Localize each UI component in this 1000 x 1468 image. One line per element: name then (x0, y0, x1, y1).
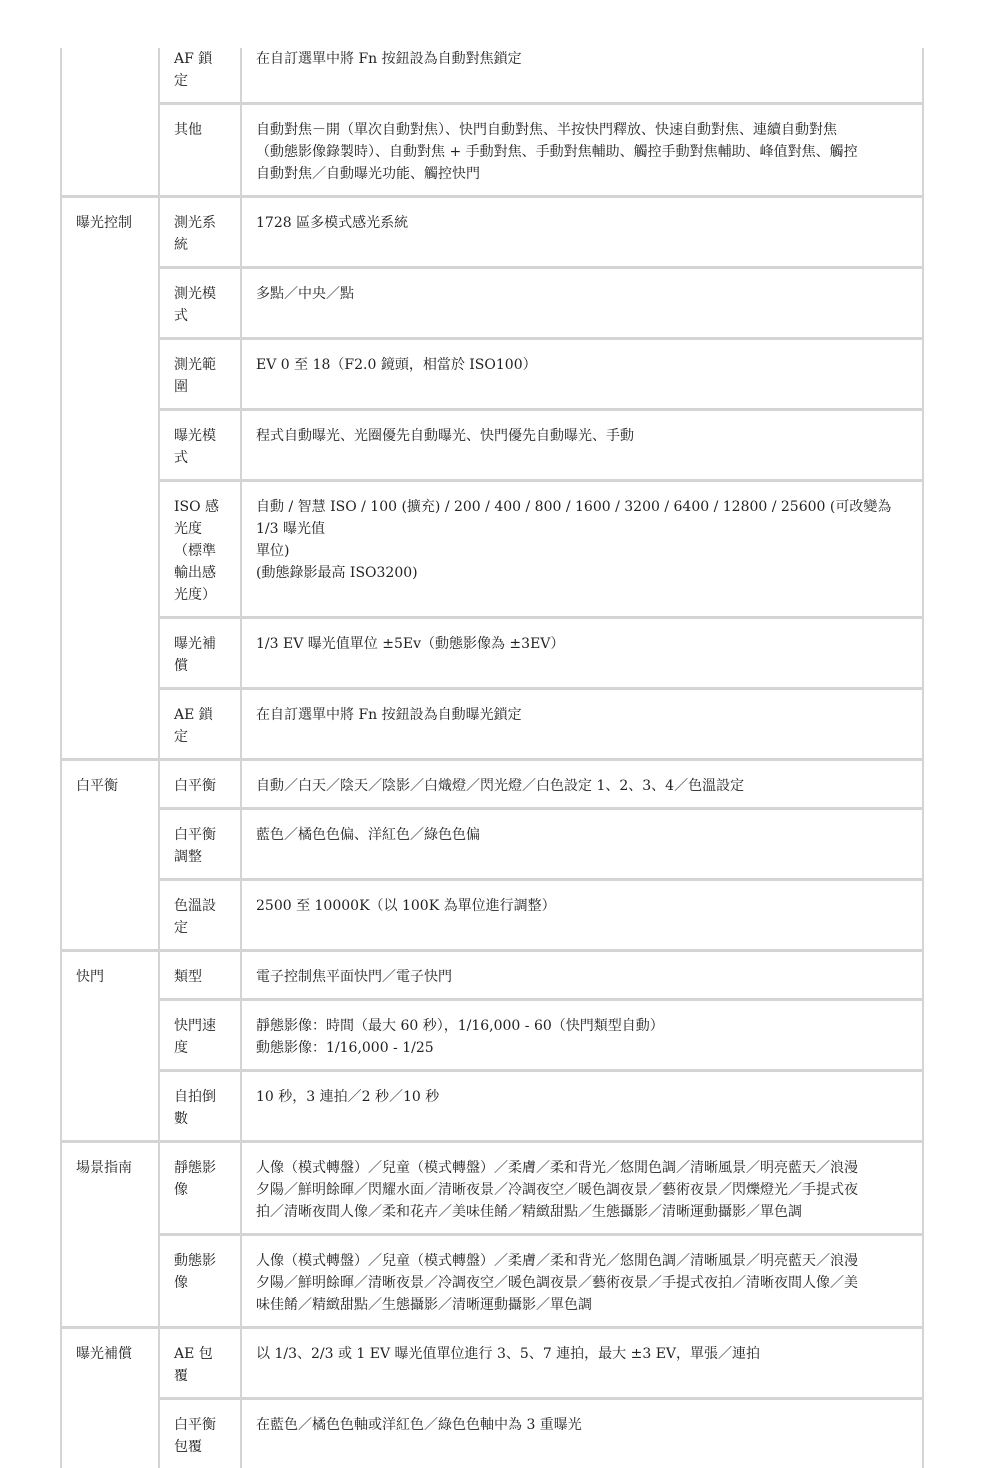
spec-value-line: 自動／白天／陰天／陰影／白熾燈／閃光燈／白色設定 1、2、3、4／色溫設定 (256, 775, 908, 797)
spec-label: 測光範圍 (159, 339, 241, 410)
spec-label: 類型 (159, 951, 241, 1000)
spec-label: 白平衡包覆 (159, 1399, 241, 1468)
spec-value-line: 夕陽／鮮明餘暉／閃耀水面／清晰夜景／冷調夜空／暖色調夜景／藝術夜景／閃爍燈光／手提式夜 (256, 1179, 908, 1201)
spec-value-line: 拍／清晰夜間人像／柔和花卉／美味佳餚／精緻甜點／生態攝影／清晰運動攝影／單色調 (256, 1201, 908, 1223)
table-row (61, 1399, 923, 1468)
spec-label: 測光模式 (159, 268, 241, 339)
spec-value-line: 電子控制焦平面快門／電子快門 (256, 966, 908, 988)
spec-label: 其他 (159, 104, 241, 197)
spec-value (241, 618, 923, 689)
spec-value-line: 單位) (256, 540, 908, 562)
spec-label: 靜態影像 (159, 1142, 241, 1235)
spec-value-line: 以 1/3、2/3 或 1 EV 曝光值單位進行 3、5、7 連拍，最大 ±3 EV，單張／連拍 (256, 1343, 908, 1365)
table-row (61, 1071, 923, 1142)
spec-label: 快門速度 (159, 1000, 241, 1071)
spec-value-line: 夕陽／鮮明餘暉／清晰夜景／冷調夜空／暖色調夜景／藝術夜景／手提式夜拍／清晰夜間人像／美 (256, 1272, 908, 1294)
spec-label: AE 包覆 (159, 1328, 241, 1399)
spec-value (241, 760, 923, 809)
spec-value (241, 339, 923, 410)
table-row (61, 410, 923, 481)
table-row (61, 880, 923, 951)
spec-value-line: 在自訂選單中將 Fn 按鈕設為自動對焦鎖定 (256, 48, 908, 70)
spec-label: 測光系統 (159, 197, 241, 268)
spec-value-line: 1/3 EV 曝光值單位 ±5Ev（動態影像為 ±3EV） (256, 633, 908, 655)
spec-value (241, 1235, 923, 1328)
table-row (61, 1235, 923, 1328)
spec-value-line: 藍色／橘色色偏、洋紅色／綠色色偏 (256, 824, 908, 846)
spec-value (241, 268, 923, 339)
spec-value-line: 在自訂選單中將 Fn 按鈕設為自動曝光鎖定 (256, 704, 908, 726)
spec-label: 白平衡調整 (159, 809, 241, 880)
spec-value-line: 自動 / 智慧 ISO / 100 (擴充) / 200 / 400 / 800 / 1600 / 3200 / 6400 / 12800 / 25600 (可改變為 1/3 曝光值 (256, 496, 908, 540)
table-row (61, 809, 923, 880)
table-row (61, 104, 923, 197)
spec-value-line: 靜態影像：時間（最大 60 秒），1/16,000 - 60（快門類型自動） (256, 1015, 908, 1037)
spec-value (241, 809, 923, 880)
spec-label: 曝光補償 (159, 618, 241, 689)
table-row (61, 268, 923, 339)
table-row (61, 197, 923, 268)
spec-value (241, 481, 923, 618)
spec-value-line: (動態錄影最高 ISO3200) (256, 562, 908, 584)
spec-value-line: 動態影像：1/16,000 - 1/25 (256, 1037, 908, 1059)
spec-value-line: 在藍色／橘色色軸或洋紅色／綠色色軸中為 3 重曝光 (256, 1414, 908, 1436)
table-row (61, 760, 923, 809)
table-row (61, 618, 923, 689)
spec-value-line: 自動對焦－開（單次自動對焦）、快門自動對焦、半按快門釋放、快速自動對焦、連續自動對焦 (256, 119, 908, 141)
spec-value-line: （動態影像錄製時）、自動對焦 + 手動對焦、手動對焦輔助、觸控手動對焦輔助、峰值對焦、觸控 (256, 141, 908, 163)
category-cell (61, 48, 159, 197)
spec-value-line: 多點／中央／點 (256, 283, 908, 305)
spec-value (241, 1142, 923, 1235)
spec-label: 自拍倒數 (159, 1071, 241, 1142)
spec-value-line: 1728 區多模式感光系統 (256, 212, 908, 234)
table-row (61, 481, 923, 618)
spec-table (60, 48, 924, 1468)
spec-value-line: 10 秒，3 連拍／2 秒／10 秒 (256, 1086, 908, 1108)
spec-value-line: 味佳餚／精緻甜點／生態攝影／清晰運動攝影／單色調 (256, 1294, 908, 1316)
spec-value-line: 人像（模式轉盤）／兒童（模式轉盤）／柔膚／柔和背光／悠閒色調／清晰風景／明亮藍天／浪漫 (256, 1250, 908, 1272)
spec-label: 曝光模式 (159, 410, 241, 481)
spec-label: 色溫設定 (159, 880, 241, 951)
table-row (61, 951, 923, 1000)
category-cell: 曝光補償 (61, 1328, 159, 1468)
spec-value (241, 1000, 923, 1071)
spec-value (241, 1071, 923, 1142)
spec-value-line: 人像（模式轉盤）／兒童（模式轉盤）／柔膚／柔和背光／悠閒色調／清晰風景／明亮藍天／浪漫 (256, 1157, 908, 1179)
category-cell: 場景指南 (61, 1142, 159, 1328)
table-row (61, 339, 923, 410)
table-row (61, 1328, 923, 1399)
spec-value-line: 2500 至 10000K（以 100K 為單位進行調整） (256, 895, 908, 917)
category-cell: 白平衡 (61, 760, 159, 951)
category-cell: 快門 (61, 951, 159, 1142)
table-row (61, 48, 923, 104)
spec-value (241, 410, 923, 481)
spec-label: AF 鎖定 (159, 48, 241, 104)
spec-value-line: EV 0 至 18（F2.0 鏡頭，相當於 ISO100） (256, 354, 908, 376)
spec-value (241, 48, 923, 104)
spec-label: AE 鎖定 (159, 689, 241, 760)
spec-value (241, 951, 923, 1000)
spec-value (241, 197, 923, 268)
spec-value-line: 自動對焦／自動曝光功能、觸控快門 (256, 163, 908, 185)
spec-value (241, 880, 923, 951)
table-row (61, 1000, 923, 1071)
spec-value (241, 1328, 923, 1399)
spec-value (241, 1399, 923, 1468)
spec-value (241, 104, 923, 197)
table-row (61, 1142, 923, 1235)
spec-value (241, 689, 923, 760)
spec-value-line: 程式自動曝光、光圈優先自動曝光、快門優先自動曝光、手動 (256, 425, 908, 447)
spec-label: 白平衡 (159, 760, 241, 809)
category-cell: 曝光控制 (61, 197, 159, 760)
spec-label: ISO 感光度（標準輸出感光度） (159, 481, 241, 618)
table-row (61, 689, 923, 760)
spec-label: 動態影像 (159, 1235, 241, 1328)
